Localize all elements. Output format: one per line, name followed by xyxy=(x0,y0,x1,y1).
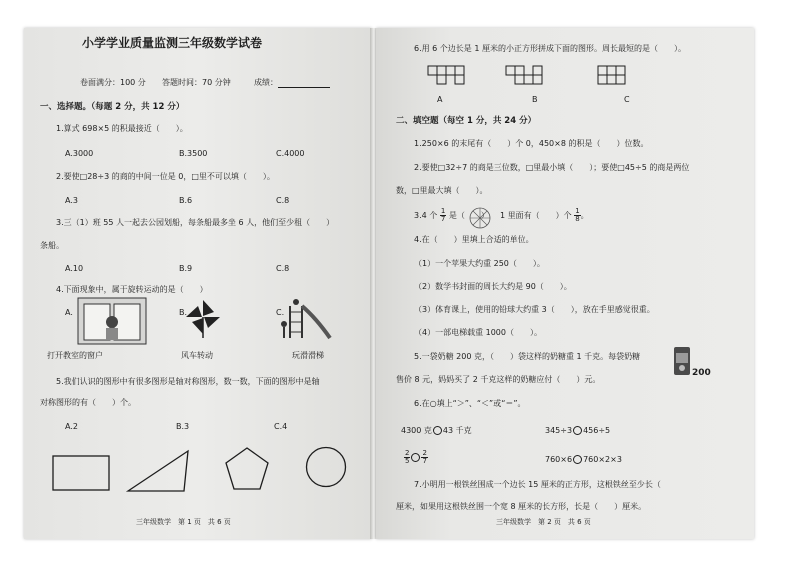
q4-text: 4.下面现象中，属于旋转运动的是（ ） xyxy=(56,285,208,294)
compare-circle-4[interactable] xyxy=(573,455,582,464)
pentagon-shape xyxy=(224,446,270,492)
triangle-shape xyxy=(126,449,190,493)
f3-end: 。 xyxy=(580,211,589,220)
candy-bag-label: 200 xyxy=(692,368,711,378)
window-picture xyxy=(78,298,148,346)
q1-text: 1.算式 698×5 的积最接近（ ）。 xyxy=(56,124,188,133)
q4-caption-b: 风车转动 xyxy=(181,351,213,360)
q6-label-c: C xyxy=(624,95,630,104)
rectangle-shape xyxy=(52,455,112,493)
f6-compare-1: 4300 克 43 千克 xyxy=(401,426,472,435)
compare-circle-2[interactable] xyxy=(573,426,582,435)
f6-text: 6.在○填上“＞”、“＜”或“＝”。 xyxy=(414,399,526,408)
figure-b xyxy=(506,66,542,84)
q5-option-c: C.4 xyxy=(274,422,288,431)
score-field xyxy=(254,78,330,88)
q1-option-a: A.3000 xyxy=(65,149,94,158)
q1-option-c: C.4000 xyxy=(276,149,305,158)
f3-fraction-1: $\frac{1}{7}$ xyxy=(440,207,446,223)
f2-line2: 数，□里最大填（ ）。 xyxy=(396,186,488,195)
f3-fraction-2: $\frac{1}{8}$ xyxy=(575,207,580,223)
q3-line2: 条船。 xyxy=(40,241,64,250)
f1-text: 1.250×6 的末尾有（ ）个 0，450×8 的积是（ ）位数。 xyxy=(414,139,649,148)
f3-prefix: 3.4 个 xyxy=(414,211,438,220)
f5-line1: 5.一袋奶糖 200 克，（ ）袋这样的奶糖重 1 千克。每袋奶糖 xyxy=(414,352,641,361)
q3-option-a: A.10 xyxy=(65,264,84,273)
q6-label-a: A xyxy=(437,95,443,104)
figure-a xyxy=(428,66,464,84)
section-fill: 二、填空题（每空 1 分，共 24 分） xyxy=(396,116,537,126)
f5-line2: 售价 8 元，妈妈买了 2 千克这样的奶糖应付（ ）元。 xyxy=(396,375,601,384)
score-label: 成绩： xyxy=(254,78,278,87)
q4-caption-a: 打开教室的窗户 xyxy=(47,351,103,360)
f6-compare-3: $\frac{2}{5}$ $\frac{2}{7}$ xyxy=(405,449,427,465)
slide-picture xyxy=(280,298,336,342)
q6-figures xyxy=(428,66,648,96)
q4-option-b: B. xyxy=(179,308,188,317)
f3-mid2: 1 里面有（ ）个 xyxy=(500,211,572,220)
circle-shape xyxy=(305,446,347,488)
f4-item-1: （1）一个苹果大约重 250（ ）。 xyxy=(414,259,545,268)
q3-option-c: C.8 xyxy=(276,264,290,273)
left-footer: 三年级数学 第 1 页 共 6 页 xyxy=(136,518,231,526)
q5-line2: 对称图形的有（ ）个。 xyxy=(40,398,136,407)
q5-line1: 5.我们认识的图形中有很多图形是轴对称图形，数一数，下面的图形中是轴 xyxy=(56,377,320,386)
compare-circle-3[interactable] xyxy=(411,453,420,462)
full-score: 卷面满分：100 分 xyxy=(80,78,146,87)
q4-caption-c: 玩滑滑梯 xyxy=(292,351,324,360)
exam-time: 答题时间：70 分钟 xyxy=(162,78,231,87)
q2-option-a: A.3 xyxy=(65,196,78,205)
right-footer: 三年级数学 第 2 页 共 6 页 xyxy=(496,518,591,526)
q5-option-b: B.3 xyxy=(176,422,190,431)
figure-c xyxy=(598,66,625,84)
f3-mid1: 是（ ） xyxy=(448,211,489,220)
score-blank xyxy=(278,79,330,88)
f2-line1: 2.要使□32÷7 的商是三位数，□里最小填（ ）；要使□45÷5 的商是两位 xyxy=(414,163,690,172)
q2-option-c: C.8 xyxy=(276,196,290,205)
exam-title: 小学学业质量监测三年级数学试卷 xyxy=(82,36,263,50)
q4-option-a: A. xyxy=(65,308,73,317)
q6-text: 6.用 6 个边长是 1 厘米的小正方形拼成下面的图形。周长最短的是（ ）。 xyxy=(414,44,686,53)
f4-item-4: （4）一部电梯载重 1000（ ）。 xyxy=(414,328,542,337)
f4-text: 4.在（ ）里填上合适的单位。 xyxy=(414,235,534,244)
q2-text: 2.要使□28÷3 的商的中间一位是 0，□里不可以填（ ）。 xyxy=(56,172,275,181)
q1-option-b: B.3500 xyxy=(179,149,208,158)
f4-item-3: （3）体育课上，使用的铅球大约重 3（ ），放在手里感觉很重。 xyxy=(414,305,655,314)
f7-line2: 厘米，如果用这根铁丝围一个宽 8 厘米的长方形，长是（ ）厘米。 xyxy=(396,502,647,511)
section-choice: 一、选择题。（每题 2 分，共 12 分） xyxy=(40,102,185,112)
q2-option-b: B.6 xyxy=(179,196,193,205)
q6-label-b: B xyxy=(532,95,538,104)
f6-compare-2: 345÷3 456÷5 xyxy=(545,426,611,435)
pinwheel-picture xyxy=(184,298,222,338)
f3-circle-diagram xyxy=(469,207,491,229)
f3-tail xyxy=(500,208,589,224)
compare-circle-1[interactable] xyxy=(433,426,442,435)
q3-line1: 3.三（1）班 55 人一起去公园划船，每条船最多坐 6 人，他们至少租（ ） xyxy=(56,218,335,227)
f4-item-2: （2）数学书封面的周长大约是 90（ ）。 xyxy=(414,282,572,291)
f7-line1: 7.小明用一根铁丝围成一个边长 15 厘米的正方形，这根铁丝至少长（ xyxy=(414,480,661,489)
q3-option-b: B.9 xyxy=(179,264,193,273)
q5-option-a: A.2 xyxy=(65,422,78,431)
f6-compare-4: 760×6 760×2×3 xyxy=(545,455,622,464)
q4-option-c: C. xyxy=(276,308,285,317)
